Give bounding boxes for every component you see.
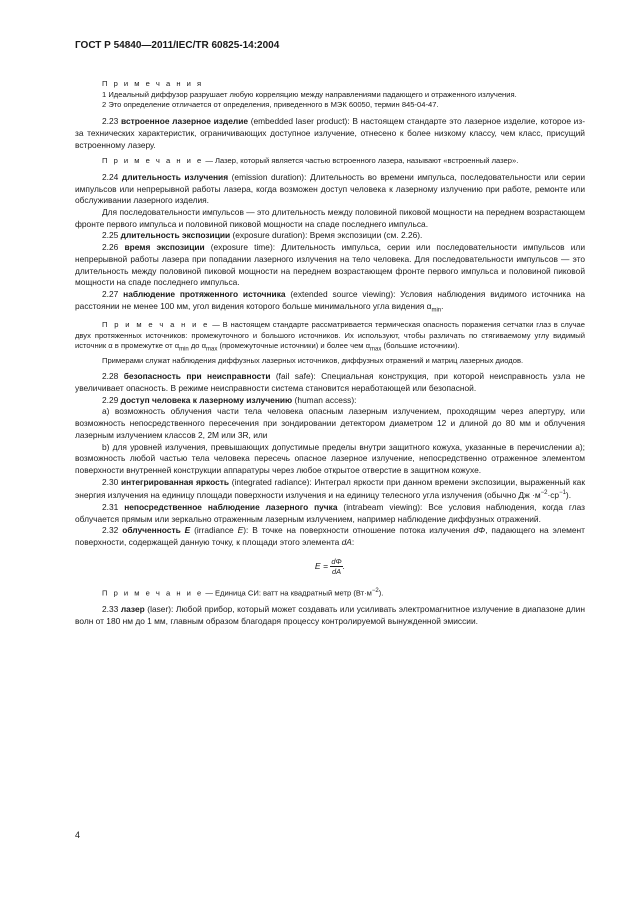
term-2-23-note: П р и м е ч а н и е — Лазер, который является частью встроенного лазера, называют «встроенный лазер».: [102, 156, 519, 166]
note-1: 1 Идеальный диффузор разрушает любую корреляцию между направлениями падающего и отраженного излучения.: [102, 89, 517, 99]
term-2-24-title: длительность излучения: [121, 171, 229, 182]
term-2-27-note-examples: Примерами служат наблюдения диффузных лазерных источников, диффузных отражений и матриц лазерных диодов.: [102, 355, 524, 365]
term-2-30: 2.30 интегрированная яркость (integrated radiance): Интеграл яркости при данном времени экспозиции, выраженный как энергия излучения на единицу площади поверхности излучения и на единицу телесного угла излучения (обычно Дж $\cdot м^{-2}\cdot ср^{-1}$).: [75, 476, 585, 501]
document-page: [75, 40, 585, 627]
term-2-32-note: П р и м е ч а н и е — Единица СИ: ватт на квадратный метр $(Вт\cdot м^{-2})$.: [102, 587, 384, 598]
term-2-26: 2.26 время экспозиции (exposure time): Длительность импульса, серии или последовательности импульсов или непрерывной работы лазера при попадании лазерного излучения на тело человека. Для последовательности импульсов — это длительность между половиной пиковой мощности на переднем возрастающем фронте первого импульса и половиной пиковой мощности на спаде последнего импульса.: [75, 242, 585, 288]
term-2-29-title: доступ человека к лазерному излучению: [120, 394, 293, 405]
standard-header: ГОСТ Р 54840—2011/IEC/TR 60825-14:2004: [75, 40, 280, 51]
term-2-33-title: лазер: [120, 603, 145, 614]
term-2-23-title: встроенное лазерное изделие: [121, 116, 249, 127]
term-2-32-title: облученность E: [122, 525, 191, 536]
term-2-32: 2.32 облученность E (irradiance E): В точке на поверхности отношение потока излучения dΦ, падающего на элемент поверхности, содержащей данную точку, к площади этого элемента dA:: [75, 525, 586, 547]
term-2-25-title: длительность экспозиции: [120, 230, 231, 241]
term-2-26-title: время экспозиции: [124, 242, 205, 253]
term-2-30-title: интегрированная яркость: [121, 476, 230, 487]
notes-title: П р и м е ч а н и я: [102, 79, 204, 88]
term-2-31-title: непосредственное наблюдение лазерного пучка: [124, 501, 338, 512]
note-2: 2 Это определение отличается от определения, приведенного в МЭК 60050, термин 845-04-47.: [102, 100, 439, 110]
term-2-29-item-b: b) для уровней излучения, превышающих допустимые пределы внутри защитного кожуха, указанные в перечислении а); возможность любой частью тела человека пересечь опасное лазерное излучение, непосредственно отраженное элементом поверхности внутренней конструкции аппаратуры через любое открытое отверстие в защитном кожухе.: [75, 441, 585, 475]
term-2-27: 2.27 наблюдение протяженного источника (extended source viewing): Условия наблюдения видимого источника на расстоянии не менее 100 мм, угол видения которого больше минимального угла видения $\alpha_{min}$.: [75, 288, 585, 314]
term-2-31: 2.31 непосредственное наблюдение лазерного пучка (intrabeam viewing): Все условия наблюдения, когда глаз облучается прямым или зеркально отраженным лазерным излучением, например наблюдение диффузных отражений.: [75, 501, 585, 524]
term-2-27-title: наблюдение протяженного источника: [123, 288, 286, 299]
term-2-24: 2.24 длительность излучения (emission duration): Длительность во времени импульса, последовательности или серии импульсов или непрерывной работы лазера, когда возможен доступ человека к лазерному излучению при работе, ремонте или обслуживании лазерного изделия.: [75, 171, 586, 206]
term-2-28: 2.28 безопасность при неисправности (fail safe): Специальная конструкция, при которой неисправность узла не увеличивает опасность. В режиме неисправности система становится неработающей или безопасной.: [75, 371, 586, 394]
term-2-29: 2.29 доступ человека к лазерному излучению (human access):: [102, 394, 357, 405]
term-2-29-item-a: а) возможность облучения части тела человека опасным лазерным излучением, проходящим через апертуру, или возможность непосредственного пересечения при зондировании детектором диаметром 12 и длиной до 80 мм и облучения лазерным излучением классов 2, 2М или 3R, или: [75, 406, 585, 440]
term-2-33: 2.33 лазер (laser): Любой прибор, который может создавать или усиливать электромагнитное излучение в диапазоне длин волн от 180 нм до 1 мм, главным образом благодаря процессу контролируемой вынужденной эмиссии.: [75, 603, 585, 626]
term-2-23: 2.23 встроенное лазерное изделие (embedded laser product): В настоящем стандарте это лазерное изделие, которое из-за технических характеристик, ограничивающих доступное излучение, отнесено к более низкому классу, чем класс, присущий встроенному лазеру.: [75, 116, 585, 150]
term-2-25: 2.25 длительность экспозиции (exposure duration): Время экспозиции (см. 2.26).: [102, 230, 423, 241]
page-number: 4: [75, 830, 81, 840]
term-2-24-para2: Для последовательности импульсов — это длительность между половиной пиковой мощности на переднем возрастающем фронте первого импульса и половиной пиковой мощности на спаде последнего импульса.: [75, 207, 585, 229]
term-2-27-note: П р и м е ч а н и е — В настоящем стандарте рассматривается термическая опасность поражения сетчатки глаз в случае двух протяженных источников: промежуточного и большого источников. Их используют, чтобы различать по стягиваемому углу видимый источник α в промежутке от $\alpha_{min}$ до $\alpha_{max}$ (промежуточные источники) и более чем $\alpha_{max}$ (большие источники).: [75, 320, 585, 353]
irradiance-formula: E = $\frac{d\Phi}{dA}$ .: [314, 556, 346, 576]
term-2-28-title: безопасность при неисправности: [123, 371, 271, 382]
